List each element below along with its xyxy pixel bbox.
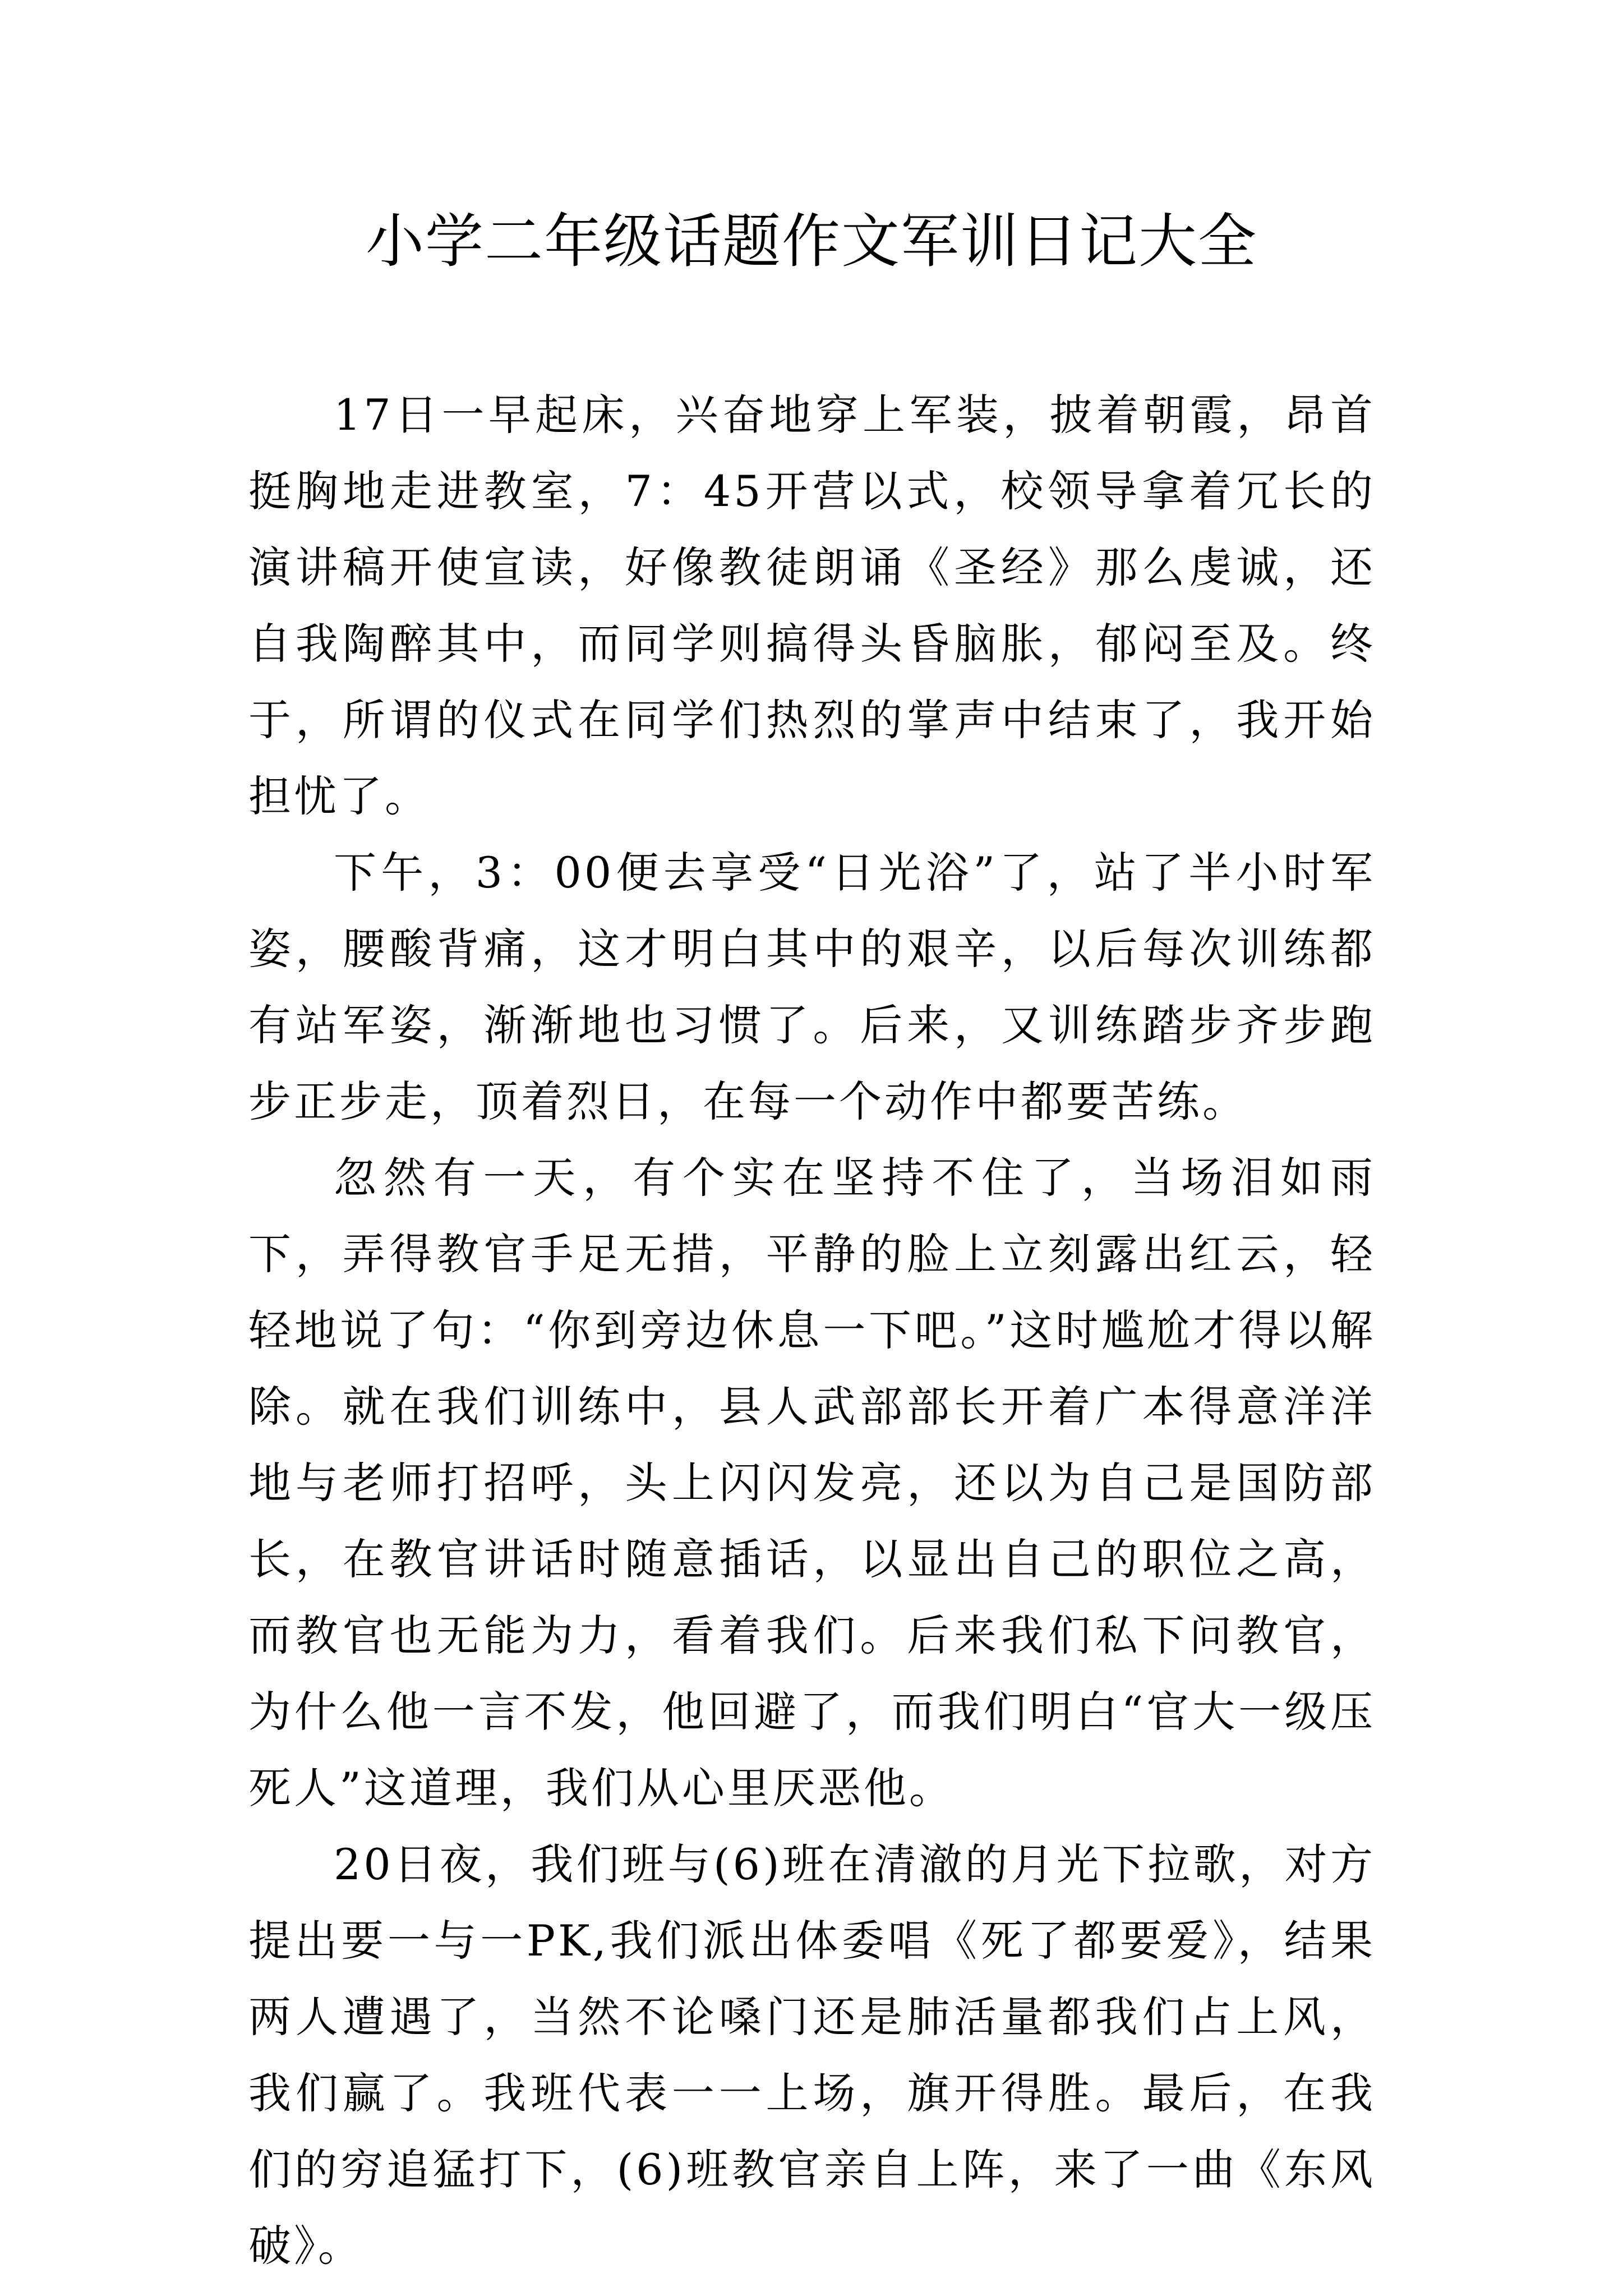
paragraph-1: 17日一早起床，兴奋地穿上军装，披着朝霞，昂首挺胸地走进教室，7：45开营以式，校领导拿着冗长的演讲稿开使宣读，好像教徒朗诵《圣经》那么虔诚，还自我陶醉其中，而同学则搞得头昏脑胀，郁闷至及。终于，所谓的仪式在同学们热烈的掌声中结束了，我开始担忧了。 [248,390,1376,821]
document-body [248,377,1376,2284]
paragraph-3: 忽然有一天，有个实在坚持不住了，当场泪如雨下，弄得教官手足无措，平静的脸上立刻露出红云，轻轻地说了句：“你到旁边休息一下吧。”这时尴尬才得以解除。就在我们训练中，县人武部部长开着广本得意洋洋地与老师打招呼，头上闪闪发亮，还以为自己是国防部长，在教官讲话时随意插话，以显出自己的职位之高，而教官也无能为力，看着我们。后来我们私下问教官，为什么他一言不发，他回避了，而我们明白“官大一级压死人”这道理，我们从心里厌恶他。 [248,1153,1376,1813]
paragraph-4: 20日夜，我们班与(6)班在清澈的月光下拉歌，对方提出要一与一PK,我们派出体委唱《死了都要爱》，结果两人遭遇了，当然不论嗓门还是肺活量都我们占上风，我们赢了。我班代表一一上场，旗开得胜。最后，在我们的穷追猛打下，(6)班教官亲自上阵，来了一曲《东风破》。 [248,1839,1376,2271]
paragraph-2: 下午，3：00便去享受“日光浴”了，站了半小时军姿，腰酸背痛，这才明白其中的艰辛，以后每次训练都有站军姿，渐渐地也习惯了。后来，又训练踏步齐步跑步正步走，顶着烈日，在每一个动作中都要苦练。 [248,848,1376,1126]
document-title: 小学二年级话题作文军训日记大全 [365,207,1257,275]
